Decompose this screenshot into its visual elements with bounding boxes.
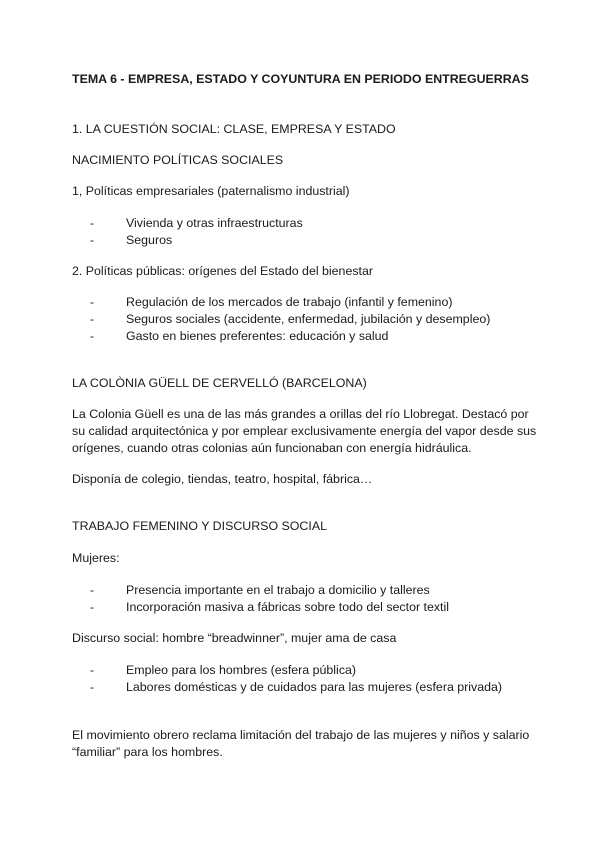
dash-marker: - (90, 680, 95, 694)
list-item (90, 328, 528, 345)
politicas-publicas (72, 263, 528, 280)
list-item (90, 232, 528, 249)
section-heading (72, 121, 528, 138)
paragraph-line: orígenes, cuando otras colonias aún funcionaban con energía hidráulica. (72, 441, 472, 455)
politicas-empresariales-heading: 1, Políticas empresariales (paternalismo industrial) (72, 184, 350, 198)
paragraph-line: La Colonia Güell es una de las más grandes a orillas del río Llobregat. Destacó por (72, 407, 529, 421)
subheading-politicas (72, 152, 528, 169)
list-item-text: Incorporación masiva a fábricas sobre todo del sector textil (126, 600, 450, 614)
dash-marker: - (90, 312, 95, 326)
colonia-heading-text: LA COLÒNIA GÜELL DE CERVELLÓ (BARCELONA) (72, 376, 367, 390)
subheading-politicas-text: NACIMIENTO POLÍTICAS SOCIALES (72, 153, 284, 167)
list-item-text: Gasto en bienes preferentes: educación y salud (126, 329, 389, 343)
trabajo-heading (72, 518, 528, 535)
paragraph-line: su calidad arquitectónica y por emplear exclusivamente energía del vapor desde sus (72, 424, 537, 438)
discurso-social (72, 630, 528, 647)
movimiento-paragraph (72, 727, 528, 761)
colonia-heading (72, 375, 528, 392)
dash-marker: - (90, 600, 95, 614)
paragraph-line: “familiar” para los hombres. (72, 745, 223, 759)
list-item-text: Seguros sociales (accidente, enfermedad, jubilación y desempleo) (126, 312, 491, 326)
politicas-empresariales-list (72, 215, 528, 249)
politicas-publicas-heading: 2. Políticas públicas: orígenes del Estado del bienestar (72, 264, 373, 278)
list-item-text: Vivienda y otras infraestructuras (126, 216, 303, 230)
dash-marker: - (90, 295, 95, 309)
list-item (90, 679, 528, 696)
mujeres-label (72, 550, 528, 567)
dash-marker: - (90, 233, 95, 247)
list-item (90, 582, 528, 599)
paragraph-line: El movimiento obrero reclama limitación del trabajo de las mujeres y niños y salario (72, 728, 530, 742)
colonia-disponia-text: Disponía de colegio, tiendas, teatro, hospital, fábrica… (72, 472, 373, 486)
colonia-paragraph (72, 406, 537, 457)
list-item-text: Presencia importante en el trabajo a domicilio y talleres (126, 583, 430, 597)
mujeres-label-text: Mujeres: (72, 551, 120, 565)
dash-marker: - (90, 329, 95, 343)
list-item-text: Empleo para los hombres (esfera pública) (126, 663, 357, 677)
list-item-text: Seguros (126, 233, 173, 247)
dash-marker: - (90, 583, 95, 597)
section-heading-text: 1. LA CUESTIÓN SOCIAL: CLASE, EMPRESA Y ESTADO (72, 122, 396, 136)
dash-marker: - (90, 663, 95, 677)
discurso-list (72, 662, 528, 696)
list-item (90, 599, 528, 616)
mujeres-list (72, 582, 528, 616)
discurso-social-text: Discurso social: hombre “breadwinner”, mujer ama de casa (72, 631, 397, 645)
dash-marker: - (90, 216, 95, 230)
politicas-publicas-list (72, 294, 528, 345)
list-item-text: Regulación de los mercados de trabajo (infantil y femenino) (126, 295, 453, 309)
trabajo-heading-text: TRABAJO FEMENINO Y DISCURSO SOCIAL (72, 519, 327, 533)
list-item (90, 294, 528, 311)
list-item-text: Labores domésticas y de cuidados para las mujeres (esfera privada) (126, 680, 503, 694)
politicas-empresariales (72, 183, 528, 200)
colonia-disponia (72, 471, 528, 488)
list-item (90, 662, 528, 679)
list-item (90, 311, 528, 328)
page-title: TEMA 6 - EMPRESA, ESTADO Y COYUNTURA EN PERIODO ENTREGUERRAS (72, 72, 529, 86)
list-item (90, 215, 528, 232)
